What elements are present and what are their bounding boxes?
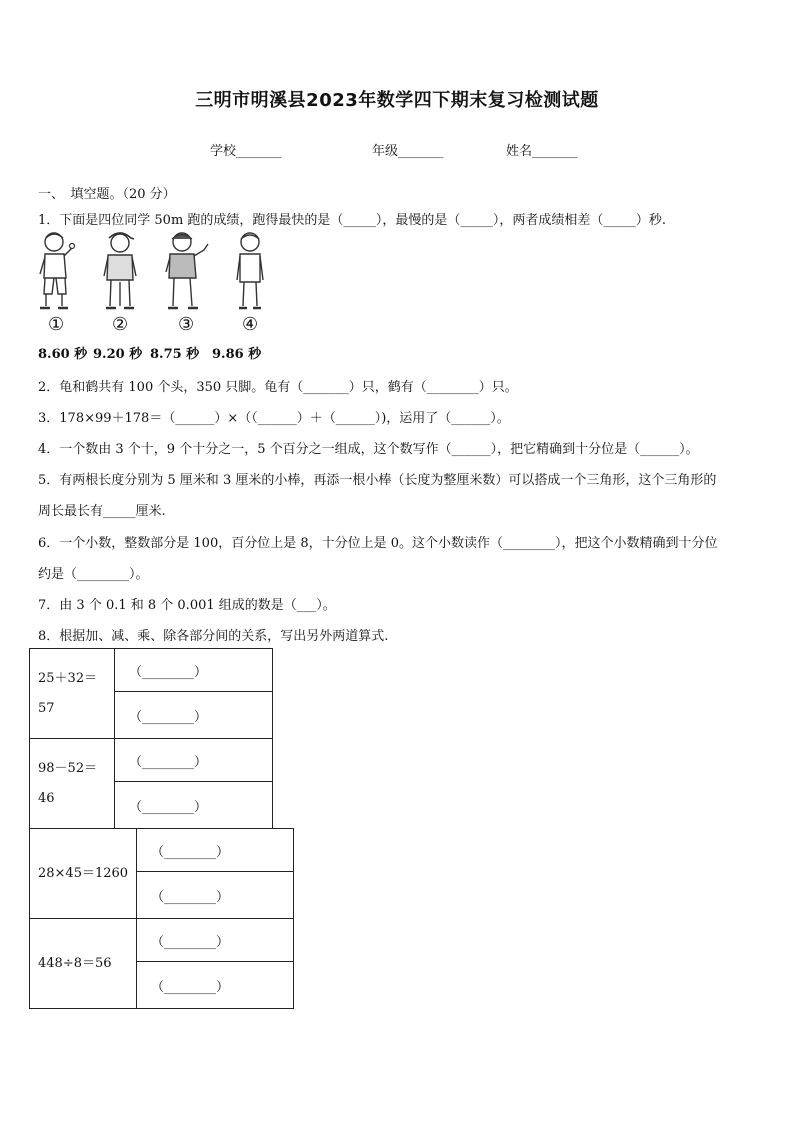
section-heading: 一、 填空题。（20 分） bbox=[38, 187, 176, 202]
question-1: 1．下面是四位同学 50m 跑的成绩，跑得最快的是（_____），最慢的是（_____），两者成绩相差（_____）秒. bbox=[38, 213, 667, 228]
child-figure-4 bbox=[232, 230, 268, 316]
relation-table-b bbox=[29, 828, 294, 1009]
grade-field: 年级_______ bbox=[372, 144, 444, 159]
child-4-drawing bbox=[232, 230, 268, 312]
child-3-drawing bbox=[164, 230, 212, 312]
page-title: 三明市明溪县2023年数学四下期末复习检测试题 bbox=[195, 90, 599, 111]
question-4: 4．一个数由 3 个十，9 个十分之一，5 个百分之一组成，这个数写作（______），把它精确到十分位是（______）。 bbox=[38, 442, 699, 457]
equation-cell-2 bbox=[30, 739, 115, 829]
equation-1-line-2: 57 bbox=[38, 700, 55, 716]
child-figure-3 bbox=[164, 230, 212, 316]
question-5-line-2: 周长最长有_____厘米. bbox=[38, 504, 166, 519]
figure-number-3: ③ bbox=[178, 314, 195, 335]
time-label-4: 9.86 秒 bbox=[212, 347, 262, 362]
equation-cell-4: 448÷8＝56 bbox=[30, 919, 137, 1009]
figure-number-1: ① bbox=[48, 314, 65, 335]
question-2: 2．龟和鹤共有 100 个头，350 只脚。龟有（_______）只，鹤有（________）只。 bbox=[38, 380, 518, 395]
child-figure-2 bbox=[100, 230, 140, 316]
figure-number-4: ④ bbox=[242, 314, 259, 335]
equation-1-line-1: 25＋32＝ bbox=[38, 670, 98, 686]
question-6-line-1: 6．一个小数，整数部分是 100，百分位上是 8，十分位上是 0。这个小数读作（________），把这个小数精确到十分位 bbox=[38, 536, 718, 551]
equation-cell-3: 28×45＝1260 bbox=[30, 829, 137, 919]
child-figure-1 bbox=[36, 230, 76, 316]
child-1-drawing bbox=[36, 230, 76, 312]
question-5-line-1: 5．有两根长度分别为 5 厘米和 3 厘米的小棒，再添一根小棒（长度为整厘米数）可以搭成一个三角形，这个三角形的 bbox=[38, 473, 717, 488]
child-2-drawing bbox=[100, 230, 140, 312]
question-8: 8．根据加、减、乘、除各部分间的关系，写出另外两道算式. bbox=[38, 629, 389, 644]
answer-blank[interactable]: （________） bbox=[137, 872, 294, 919]
answer-blank[interactable]: （________） bbox=[115, 692, 273, 739]
answer-blank[interactable]: （________） bbox=[137, 919, 294, 962]
time-label-2: 9.20 秒 bbox=[93, 347, 143, 362]
question-7: 7．由 3 个 0.1 和 8 个 0.001 组成的数是（___）。 bbox=[38, 598, 336, 613]
answer-blank[interactable]: （________） bbox=[137, 962, 294, 1009]
figure-number-2: ② bbox=[112, 314, 129, 335]
equation-2-line-2: 46 bbox=[38, 790, 55, 806]
relation-table-a bbox=[29, 648, 273, 829]
time-label-3: 8.75 秒 bbox=[150, 347, 200, 362]
answer-blank[interactable]: （________） bbox=[115, 739, 273, 782]
question-6-line-2: 约是（________）。 bbox=[38, 567, 149, 582]
answer-blank[interactable]: （________） bbox=[115, 649, 273, 692]
answer-blank[interactable]: （________） bbox=[115, 782, 273, 829]
answer-blank[interactable]: （________） bbox=[137, 829, 294, 872]
question-3: 3．178×99＋178＝（______）×（（______）＋（______）)，运用了（______）。 bbox=[38, 411, 510, 426]
name-field: 姓名_______ bbox=[506, 144, 578, 159]
equation-cell-1 bbox=[30, 649, 115, 739]
school-field: 学校_______ bbox=[210, 144, 282, 159]
equation-2-line-1: 98－52＝ bbox=[38, 760, 98, 776]
time-label-1: 8.60 秒 bbox=[38, 347, 88, 362]
